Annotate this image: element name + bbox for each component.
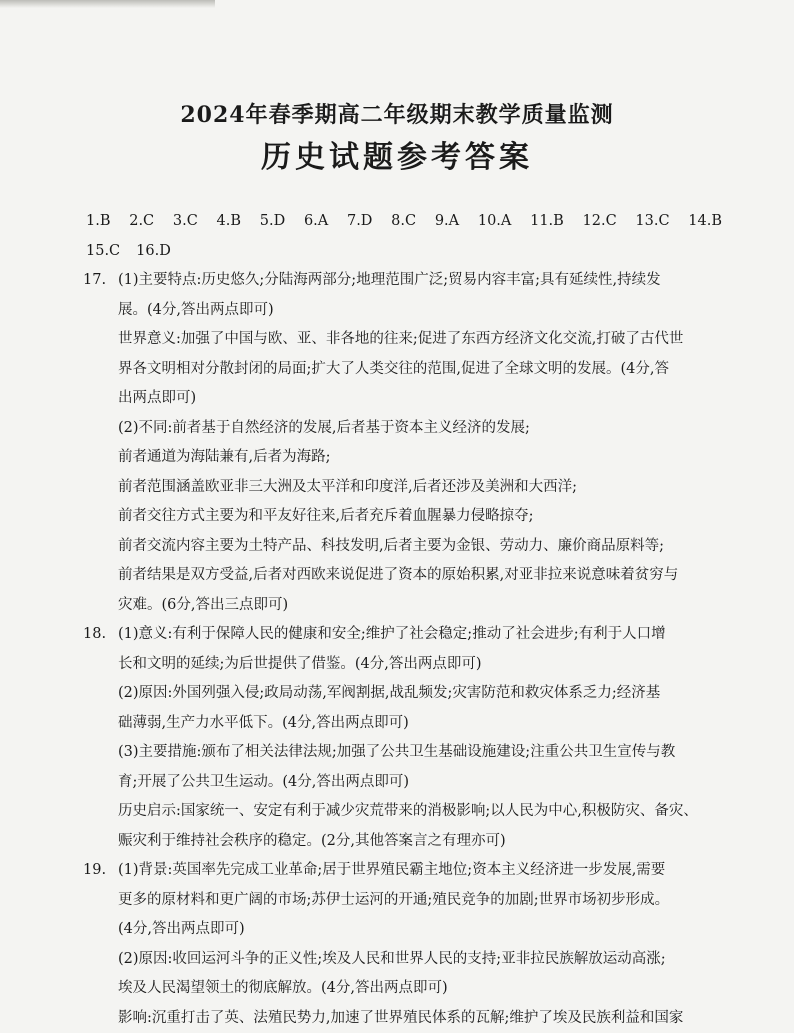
answer-line: (2)原因:收回运河斗争的正义性;埃及人民和世界人民的支持;亚非拉民族解放运动高涨; xyxy=(86,945,722,975)
mc-answer: 15.C xyxy=(86,237,120,267)
mc-answer: 10.A xyxy=(478,207,512,237)
answer-line: 前者交往方式主要为和平友好往来,后者充斥着血腥暴力侵略掠夺; xyxy=(86,502,722,532)
answer-line: 历史启示:国家统一、安定有利于减少灾荒带来的消极影响;以人民为中心,积极防灾、备灾、 xyxy=(86,797,722,827)
mc-answer: 1.B xyxy=(86,207,111,237)
mc-answer: 11.B xyxy=(530,207,564,237)
mc-answer: 13.C xyxy=(635,207,669,237)
multiple-choice-row-1 xyxy=(86,207,722,237)
multiple-choice-row-2 xyxy=(86,237,722,267)
mc-answer: 8.C xyxy=(391,207,416,237)
answer-line: 影响:沉重打击了英、法殖民势力,加速了世界殖民体系的瓦解;维护了埃及民族利益和国家 xyxy=(86,1004,722,1033)
answer-line: (1)背景:英国率先完成工业革命;居于世界殖民霸主地位;资本主义经济进一步发展,需要 xyxy=(86,856,722,886)
question-19 xyxy=(86,856,722,1033)
exam-title: 2024年春季期高二年级期末教学质量监测 xyxy=(0,100,794,130)
answer-line: 前者通道为海陆兼有,后者为海路; xyxy=(86,443,722,473)
mc-answer: 4.B xyxy=(217,207,242,237)
answer-line: 世界意义:加强了中国与欧、亚、非各地的往来;促进了东西方经济文化交流,打破了古代世 xyxy=(86,325,722,355)
answer-line: (2)原因:外国列强入侵;政局动荡,军阀割据,战乱频发;灾害防范和救灾体系乏力;经济基 xyxy=(86,679,722,709)
mc-answer: 5.D xyxy=(260,207,285,237)
answer-content xyxy=(86,207,722,1033)
answer-line: (3)主要措施:颁布了相关法律法规;加强了公共卫生基础设施建设;注重公共卫生宣传与教 xyxy=(86,738,722,768)
answer-line: 展。(4分,答出两点即可) xyxy=(86,296,722,326)
mc-answer: 16.D xyxy=(136,237,171,267)
answer-line: (1)意义:有利于保障人民的健康和安全;维护了社会稳定;推动了社会进步;有利于人口增 xyxy=(86,620,722,650)
answer-line: (1)主要特点:历史悠久;分陆海两部分;地理范围广泛;贸易内容丰富;具有延续性,持续发 xyxy=(86,266,722,296)
answer-line: 前者结果是双方受益,后者对西欧来说促进了资本的原始积累,对亚非拉来说意味着贫穷与 xyxy=(86,561,722,591)
answer-line: 埃及人民渴望领土的彻底解放。(4分,答出两点即可) xyxy=(86,974,722,1004)
mc-answer: 9.A xyxy=(435,207,459,237)
answer-line: 出两点即可) xyxy=(86,384,722,414)
answer-line: (4分,答出两点即可) xyxy=(86,915,722,945)
question-number: 17. xyxy=(83,266,106,296)
question-number: 18. xyxy=(83,620,106,650)
answer-line: 础薄弱,生产力水平低下。(4分,答出两点即可) xyxy=(86,709,722,739)
answer-line: (2)不同:前者基于自然经济的发展,后者基于资本主义经济的发展; xyxy=(86,414,722,444)
answer-line: 育;开展了公共卫生运动。(4分,答出两点即可) xyxy=(86,768,722,798)
mc-answer: 3.C xyxy=(173,207,198,237)
question-number: 19. xyxy=(83,856,106,886)
answer-line: 前者交流内容主要为土特产品、科技发明,后者主要为金银、劳动力、廉价商品原料等; xyxy=(86,532,722,562)
answer-line: 灾难。(6分,答出三点即可) xyxy=(86,591,722,621)
document-title: 历史试题参考答案 xyxy=(0,138,794,178)
question-18 xyxy=(86,620,722,856)
mc-answer: 6.A xyxy=(304,207,328,237)
mc-answer: 12.C xyxy=(583,207,617,237)
question-17 xyxy=(86,266,722,620)
mc-answer: 7.D xyxy=(347,207,372,237)
mc-answer: 14.B xyxy=(688,207,722,237)
mc-answer: 2.C xyxy=(129,207,154,237)
answer-line: 长和文明的延续;为后世提供了借鉴。(4分,答出两点即可) xyxy=(86,650,722,680)
answer-line: 前者范围涵盖欧亚非三大洲及太平洋和印度洋,后者还涉及美洲和大西洋; xyxy=(86,473,722,503)
answer-line: 界各文明相对分散封闭的局面;扩大了人类交往的范围,促进了全球文明的发展。(4分,答 xyxy=(86,355,722,385)
answer-line: 更多的原材料和更广阔的市场;苏伊士运河的开通;殖民竞争的加剧;世界市场初步形成。 xyxy=(86,886,722,916)
answer-line: 赈灾利于维持社会秩序的稳定。(2分,其他答案言之有理亦可) xyxy=(86,827,722,857)
